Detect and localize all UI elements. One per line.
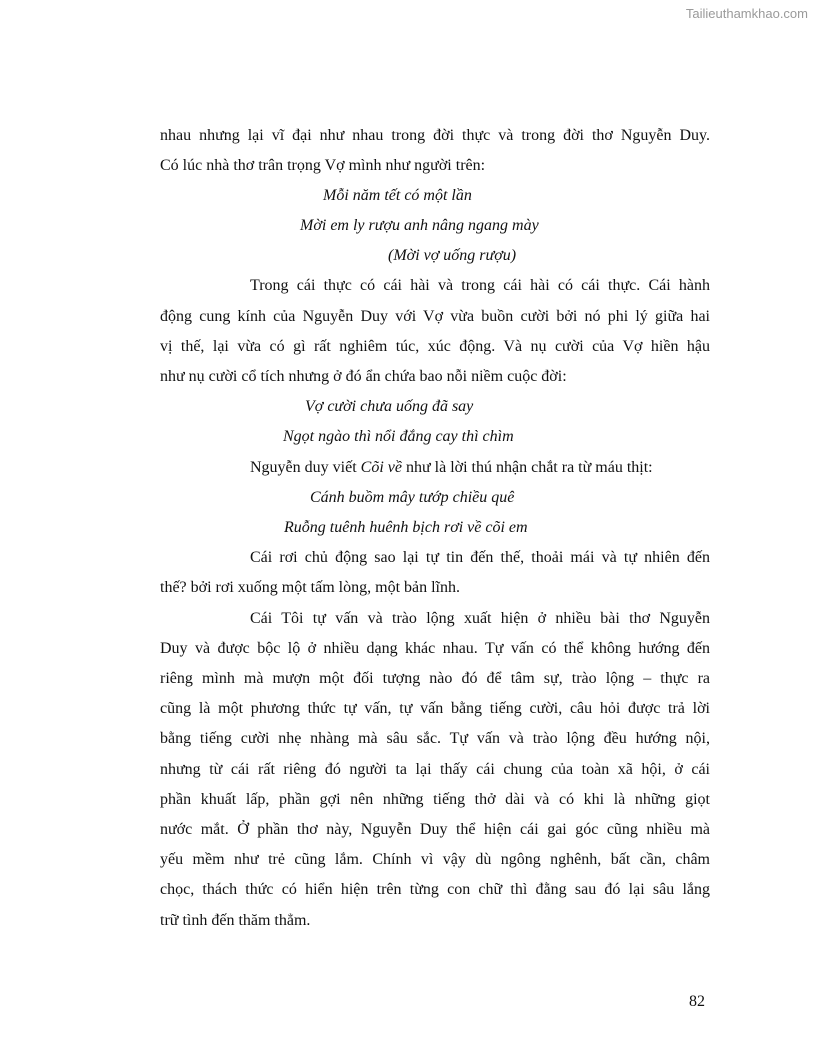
text-line [250,453,653,483]
text-line: vị thế, lại vừa có gì rất nghiêm túc, xúc động. Và nụ cười của Vợ hiền hậu [160,338,710,355]
text-span: Nguyễn duy viết [250,459,361,476]
text-line: Cái rơi chủ động sao lại tự tin đến thế, thoải mái và tự nhiên đến [250,549,710,566]
text-line: như nụ cười cổ tích nhưng ở đó ẩn chứa bao nỗi niềm cuộc đời: [160,368,567,385]
text-line: chọc, thách thức có hiển hiện trên từng con chữ thì đằng sau đó lại sâu lắng [160,881,710,898]
poem-line: Vợ cười chưa uống đã say [305,398,474,415]
poem-line: Ngọt ngào thì nổi đắng cay thì chìm [283,428,514,445]
text-line: Duy và được bộc lộ ở nhiều dạng khác nhau. Tự vấn có thể không hướng đến [160,640,710,657]
poem-line: Mỗi năm tết có một lần [323,187,472,204]
text-line: động cung kính của Nguyễn Duy với Vợ vừa buồn cười bởi nó phi lý giữa hai [160,308,710,325]
watermark: Tailieuthamkhao.com [685,6,808,21]
text-line: Có lúc nhà thơ trân trọng Vợ mình như người trên: [160,157,486,174]
poem-source: (Mời vợ uống rượu) [388,247,517,264]
text-line: phần khuất lấp, phần gợi nên những tiếng thở dài và có khi là những giọt [160,791,710,808]
poem-line: Mời em ly rượu anh nâng ngang mày [300,217,539,234]
text-line: Trong cái thực có cái hài và trong cái hài có cái thực. Cái hành [250,277,710,294]
text-line: cũng là một phương thức tự vấn, tự vấn bằng tiếng cười, câu hỏi được trả lời [160,700,710,717]
text-line: bằng tiếng cười nhẹ nhàng mà sâu sắc. Tự vấn và trào lộng đều hướng nội, [160,730,710,747]
text-line: nước mắt. Ở phần thơ này, Nguyễn Duy thể hiện cái gai góc cũng nhiều mà [160,821,710,838]
poem-line: Ruỗng tuênh huênh bịch rơi về cõi em [284,519,528,536]
poem-title: Cõi về [360,459,402,476]
poem-line: Cánh buồm mây tướp chiều quê [310,489,515,506]
text-line: Cái Tôi tự vấn và trào lộng xuất hiện ở nhiều bài thơ Nguyễn [250,610,710,627]
text-line: nhau nhưng lại vĩ đại như nhau trong đời thực và trong đời thơ Nguyễn Duy. [160,127,710,144]
text-span: như là lời thú nhận chắt ra từ máu thịt: [401,459,653,476]
page-number: 82 [689,993,705,1010]
text-line: trữ tình đến thăm thẳm. [160,912,311,929]
text-line: thế? bởi rơi xuống một tấm lòng, một bản lĩnh. [160,579,460,596]
text-line: yếu mềm như trẻ cũng lắm. Chính vì vậy dù ngông nghênh, bất cần, châm [160,851,710,868]
text-line: nhưng từ cái rất riêng đó người ta lại thấy cái chung của toàn xã hội, ở cái [160,761,710,778]
text-line: riêng mình mà mượn một đối tượng nào đó để tâm sự, trào lộng – thực ra [160,670,710,687]
